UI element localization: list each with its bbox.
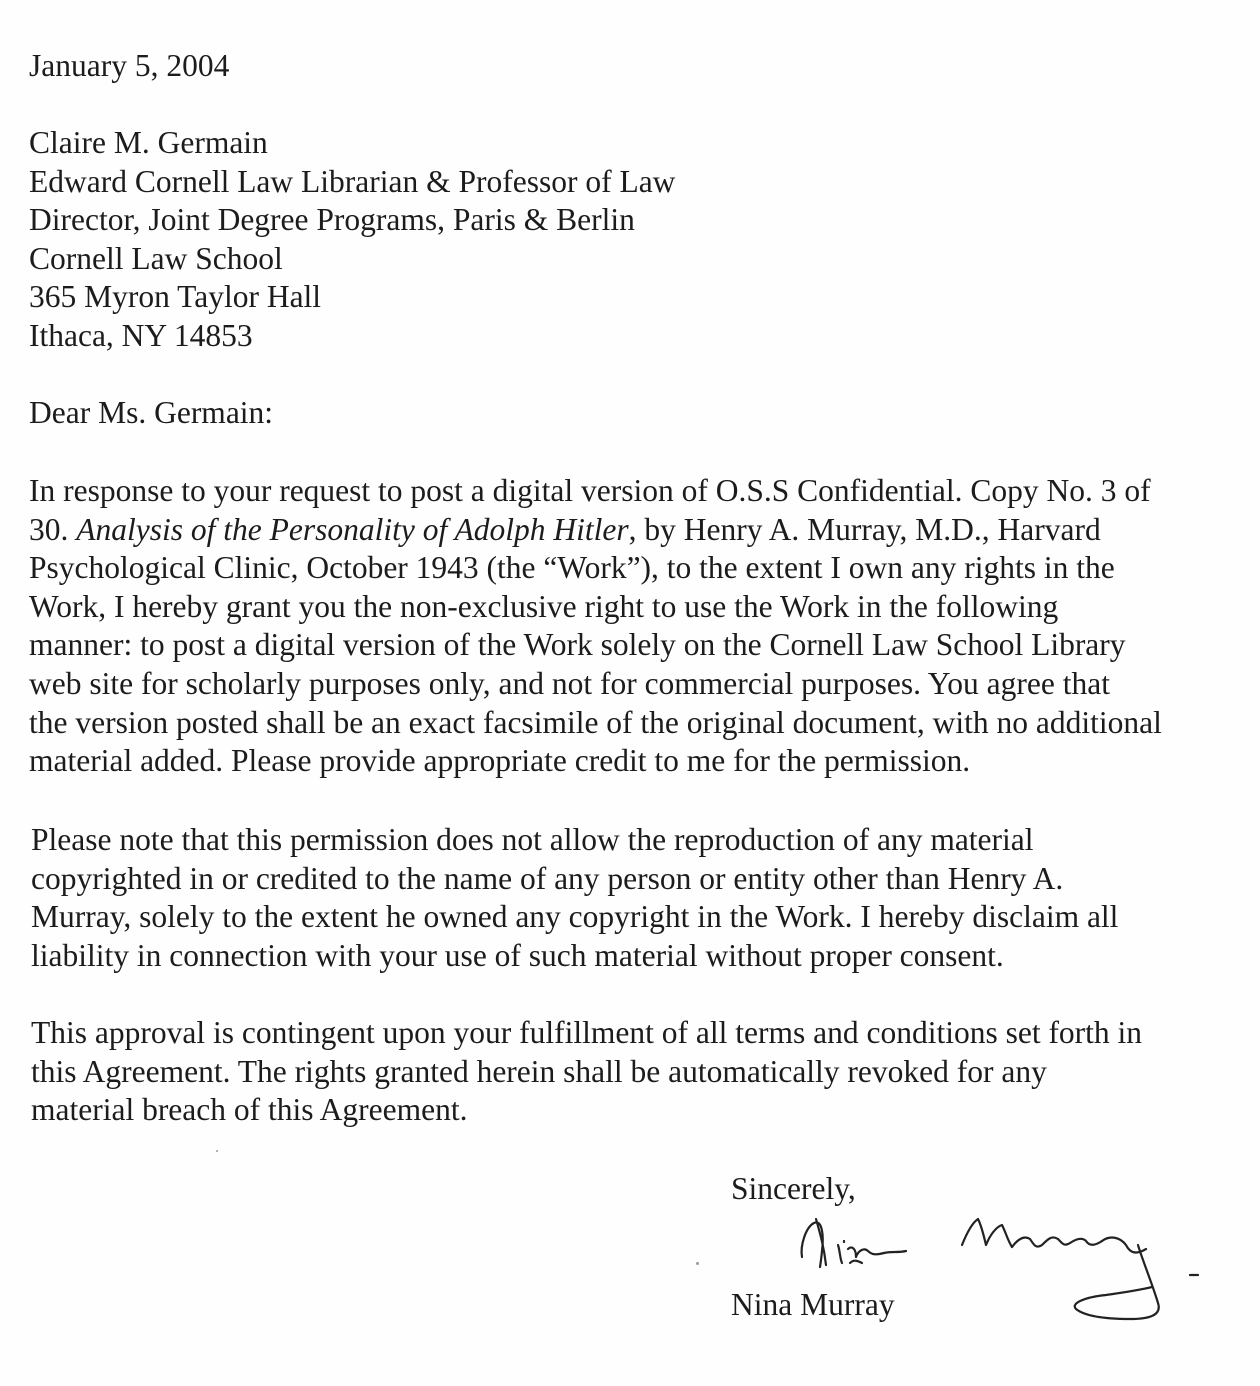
recipient-name: Claire M. Germain — [29, 125, 268, 160]
work-title: Analysis of the Personality of Adolph Hitler — [76, 511, 629, 547]
salutation: Dear Ms. Germain: — [29, 395, 274, 430]
closing: Sincerely, — [731, 1171, 856, 1206]
paragraph-text: , by Henry A. Murray, M.D., Harvard — [628, 511, 1101, 547]
paragraph-line: In response to your request to post a digital version of O.S.S Confidential. Copy No. 3 of — [29, 473, 1151, 508]
recipient-address — [29, 124, 675, 356]
scan-speck — [696, 1262, 699, 1265]
paragraph-text: 30. — [29, 511, 77, 547]
recipient-school: Cornell Law School — [29, 240, 283, 276]
paragraph-grant — [29, 472, 1162, 781]
paragraph-limitations — [31, 821, 1118, 975]
paragraph-line — [29, 511, 1162, 550]
paragraph-line: material breach of this Agreement. — [31, 1092, 468, 1128]
paragraph-line: Psychological Clinic, October 1943 (the “Work”), to the extent I own any rights in the — [29, 550, 1115, 586]
paragraph-line: Work, I hereby grant you the non-exclusive right to use the Work in the following — [29, 588, 1059, 624]
paragraph-line: material added. Please provide appropriate credit to me for the permission. — [29, 743, 971, 779]
paragraph-line: this Agreement. The rights granted herein shall be automatically revoked for any — [31, 1053, 1047, 1089]
paragraph-line: web site for scholarly purposes only, and not for commercial purposes. You agree that — [29, 665, 1110, 701]
paragraph-line: manner: to post a digital version of the Work solely on the Cornell Law School Library — [29, 627, 1126, 663]
paragraph-conditions — [31, 1014, 1142, 1130]
paragraph-line: the version posted shall be an exact facsimile of the original document, with no additional — [29, 704, 1162, 740]
recipient-city: Ithaca, NY 14853 — [29, 317, 253, 353]
paragraph-line: copyrighted in or credited to the name of any person or entity other than Henry A. — [31, 860, 1064, 896]
scan-speck — [216, 1150, 218, 1152]
recipient-role: Director, Joint Degree Programs, Paris & Berlin — [29, 202, 635, 238]
recipient-title: Edward Cornell Law Librarian & Professor of Law — [29, 163, 676, 199]
paragraph-line: liability in connection with your use of such material without proper consent. — [31, 937, 1004, 973]
paragraph-line: This approval is contingent upon your fulfillment of all terms and conditions set forth in — [31, 1015, 1143, 1050]
recipient-street: 365 Myron Taylor Hall — [29, 279, 322, 315]
paragraph-line: Murray, solely to the extent he owned any copyright in the Work. I hereby disclaim all — [31, 899, 1119, 935]
paragraph-line: Please note that this permission does not allow the reproduction of any material — [31, 822, 1034, 857]
letter-date: January 5, 2004 — [29, 48, 230, 83]
signer-name: Nina Murray — [731, 1287, 895, 1322]
